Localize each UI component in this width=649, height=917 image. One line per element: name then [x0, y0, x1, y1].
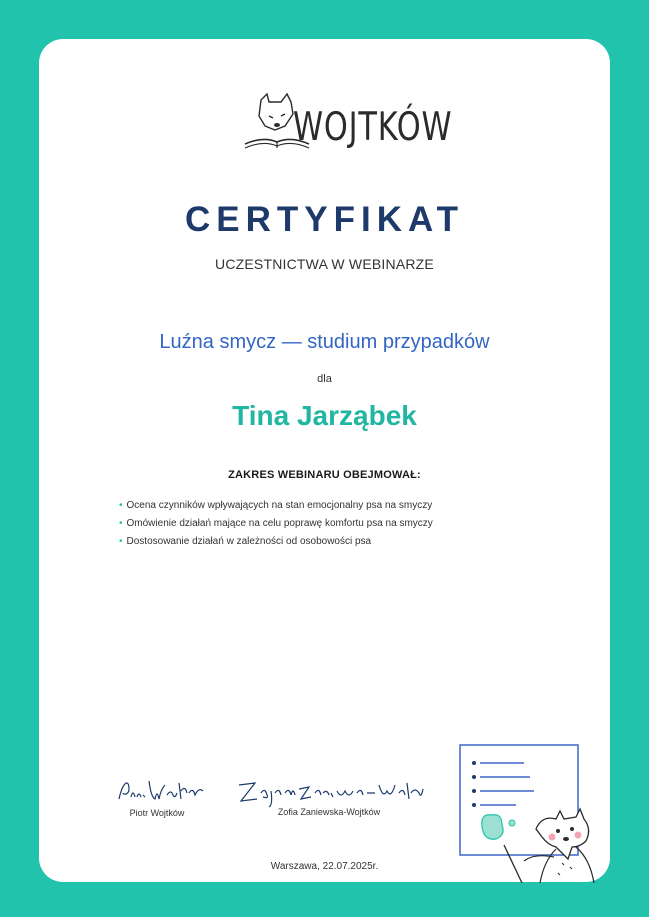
dog-presenting-board-icon	[458, 743, 618, 885]
place-date: Warszawa, 22.07.2025r.	[270, 861, 379, 872]
signature-zofia	[235, 771, 425, 811]
list-item: • Ocena czynników wpływających na stan emocjonalny psa na smyczy	[119, 500, 433, 511]
list-item: • Omówienie działań mające na celu poprawę komfortu psa na smyczy	[119, 518, 433, 529]
scope-heading: ZAKRES WEBINARU OBEJMOWAŁ:	[228, 469, 421, 481]
signature-name-1: Piotr Wojtków	[129, 808, 185, 818]
scope-list	[119, 497, 433, 551]
webinar-title: Luźna smycz — studium przypadków	[159, 331, 490, 353]
signature-name-2: Zofia Zaniewska-Wojtków	[277, 807, 381, 817]
signature-piotr	[115, 771, 205, 811]
list-item: • Dostosowanie działań w zależności od osobowości psa	[119, 536, 372, 547]
brand-name: WOJTKÓW	[293, 105, 453, 150]
bullet-icon: •	[119, 500, 123, 511]
bullet-icon: •	[119, 536, 123, 547]
for-label: dla	[317, 373, 332, 385]
certificate-card	[39, 39, 610, 882]
certificate-title: CERTYFIKAT	[184, 200, 465, 239]
bullet-icon: •	[119, 518, 123, 529]
recipient-name: Tina Jarząbek	[232, 400, 417, 431]
certificate-subtitle: UCZESTNICTWA W WEBINARZE	[215, 256, 434, 272]
